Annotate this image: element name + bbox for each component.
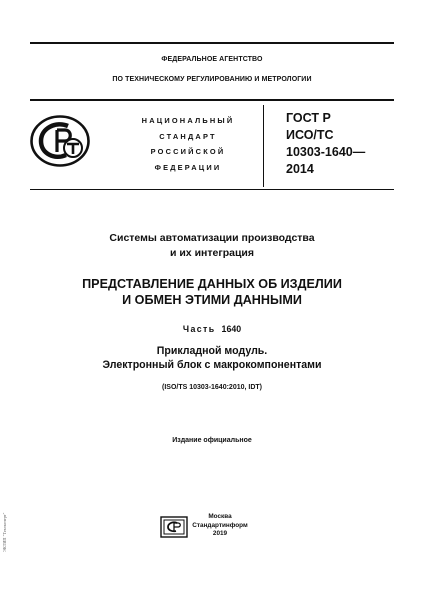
publisher-city: Москва bbox=[208, 513, 232, 520]
header-bottom-rule bbox=[30, 189, 394, 190]
designation-line: ИСО/ТС bbox=[286, 128, 334, 142]
edition-label: Издание официальное bbox=[172, 437, 252, 444]
national-line: РОССИЙСКОЙ bbox=[150, 147, 226, 156]
gost-r-logo-icon bbox=[30, 115, 90, 167]
subtitle-line: Прикладной модуль. bbox=[156, 345, 268, 357]
side-watermark-note: ЭКТИП "Техэксперт" bbox=[2, 512, 7, 552]
publisher-name: Стандартинформ bbox=[192, 521, 248, 529]
series-title bbox=[0, 231, 424, 260]
designation-line: ГОСТ Р bbox=[286, 111, 331, 125]
standard-designation bbox=[286, 110, 365, 178]
part-number: 1640 bbox=[221, 324, 242, 334]
part-word: Часть bbox=[182, 324, 216, 334]
series-title-line: и их интеграция bbox=[169, 246, 255, 259]
series-title-line: Системы автоматизации производства bbox=[109, 232, 315, 244]
agency-subtitle: ПО ТЕХНИЧЕСКОМУ РЕГУЛИРОВАНИЮ И МЕТРОЛОГИИ bbox=[112, 76, 312, 83]
main-title-line: ПРЕДСТАВЛЕНИЕ ДАННЫХ ОБ ИЗДЕЛИИ bbox=[82, 277, 342, 291]
designation-line: 2014 bbox=[286, 162, 314, 176]
agency-name: ФЕДЕРАЛЬНОЕ АГЕНТСТВО bbox=[161, 56, 263, 63]
iso-reference: (ISO/TS 10303-1640:2010, IDT) bbox=[162, 384, 262, 391]
part-label bbox=[0, 324, 424, 334]
publisher-info bbox=[190, 513, 250, 539]
top-rule bbox=[30, 42, 394, 44]
designation-line: 10303-1640— bbox=[286, 145, 366, 159]
national-line: НАЦИОНАЛЬНЫЙ bbox=[141, 116, 235, 125]
standartinform-logo-icon bbox=[160, 516, 188, 538]
main-title-line: И ОБМЕН ЭТИМИ ДАННЫМИ bbox=[122, 292, 302, 307]
national-line: СТАНДАРТ bbox=[159, 131, 217, 141]
subtitle bbox=[0, 344, 424, 372]
subtitle-line: Электронный блок с макрокомпонентами bbox=[102, 359, 322, 371]
publisher-year: 2019 bbox=[212, 530, 228, 538]
main-title bbox=[0, 277, 424, 308]
vertical-divider bbox=[263, 105, 264, 187]
national-line: ФЕДЕРАЦИИ bbox=[154, 162, 222, 172]
national-standard-label bbox=[128, 113, 248, 175]
header-rule bbox=[30, 99, 394, 101]
